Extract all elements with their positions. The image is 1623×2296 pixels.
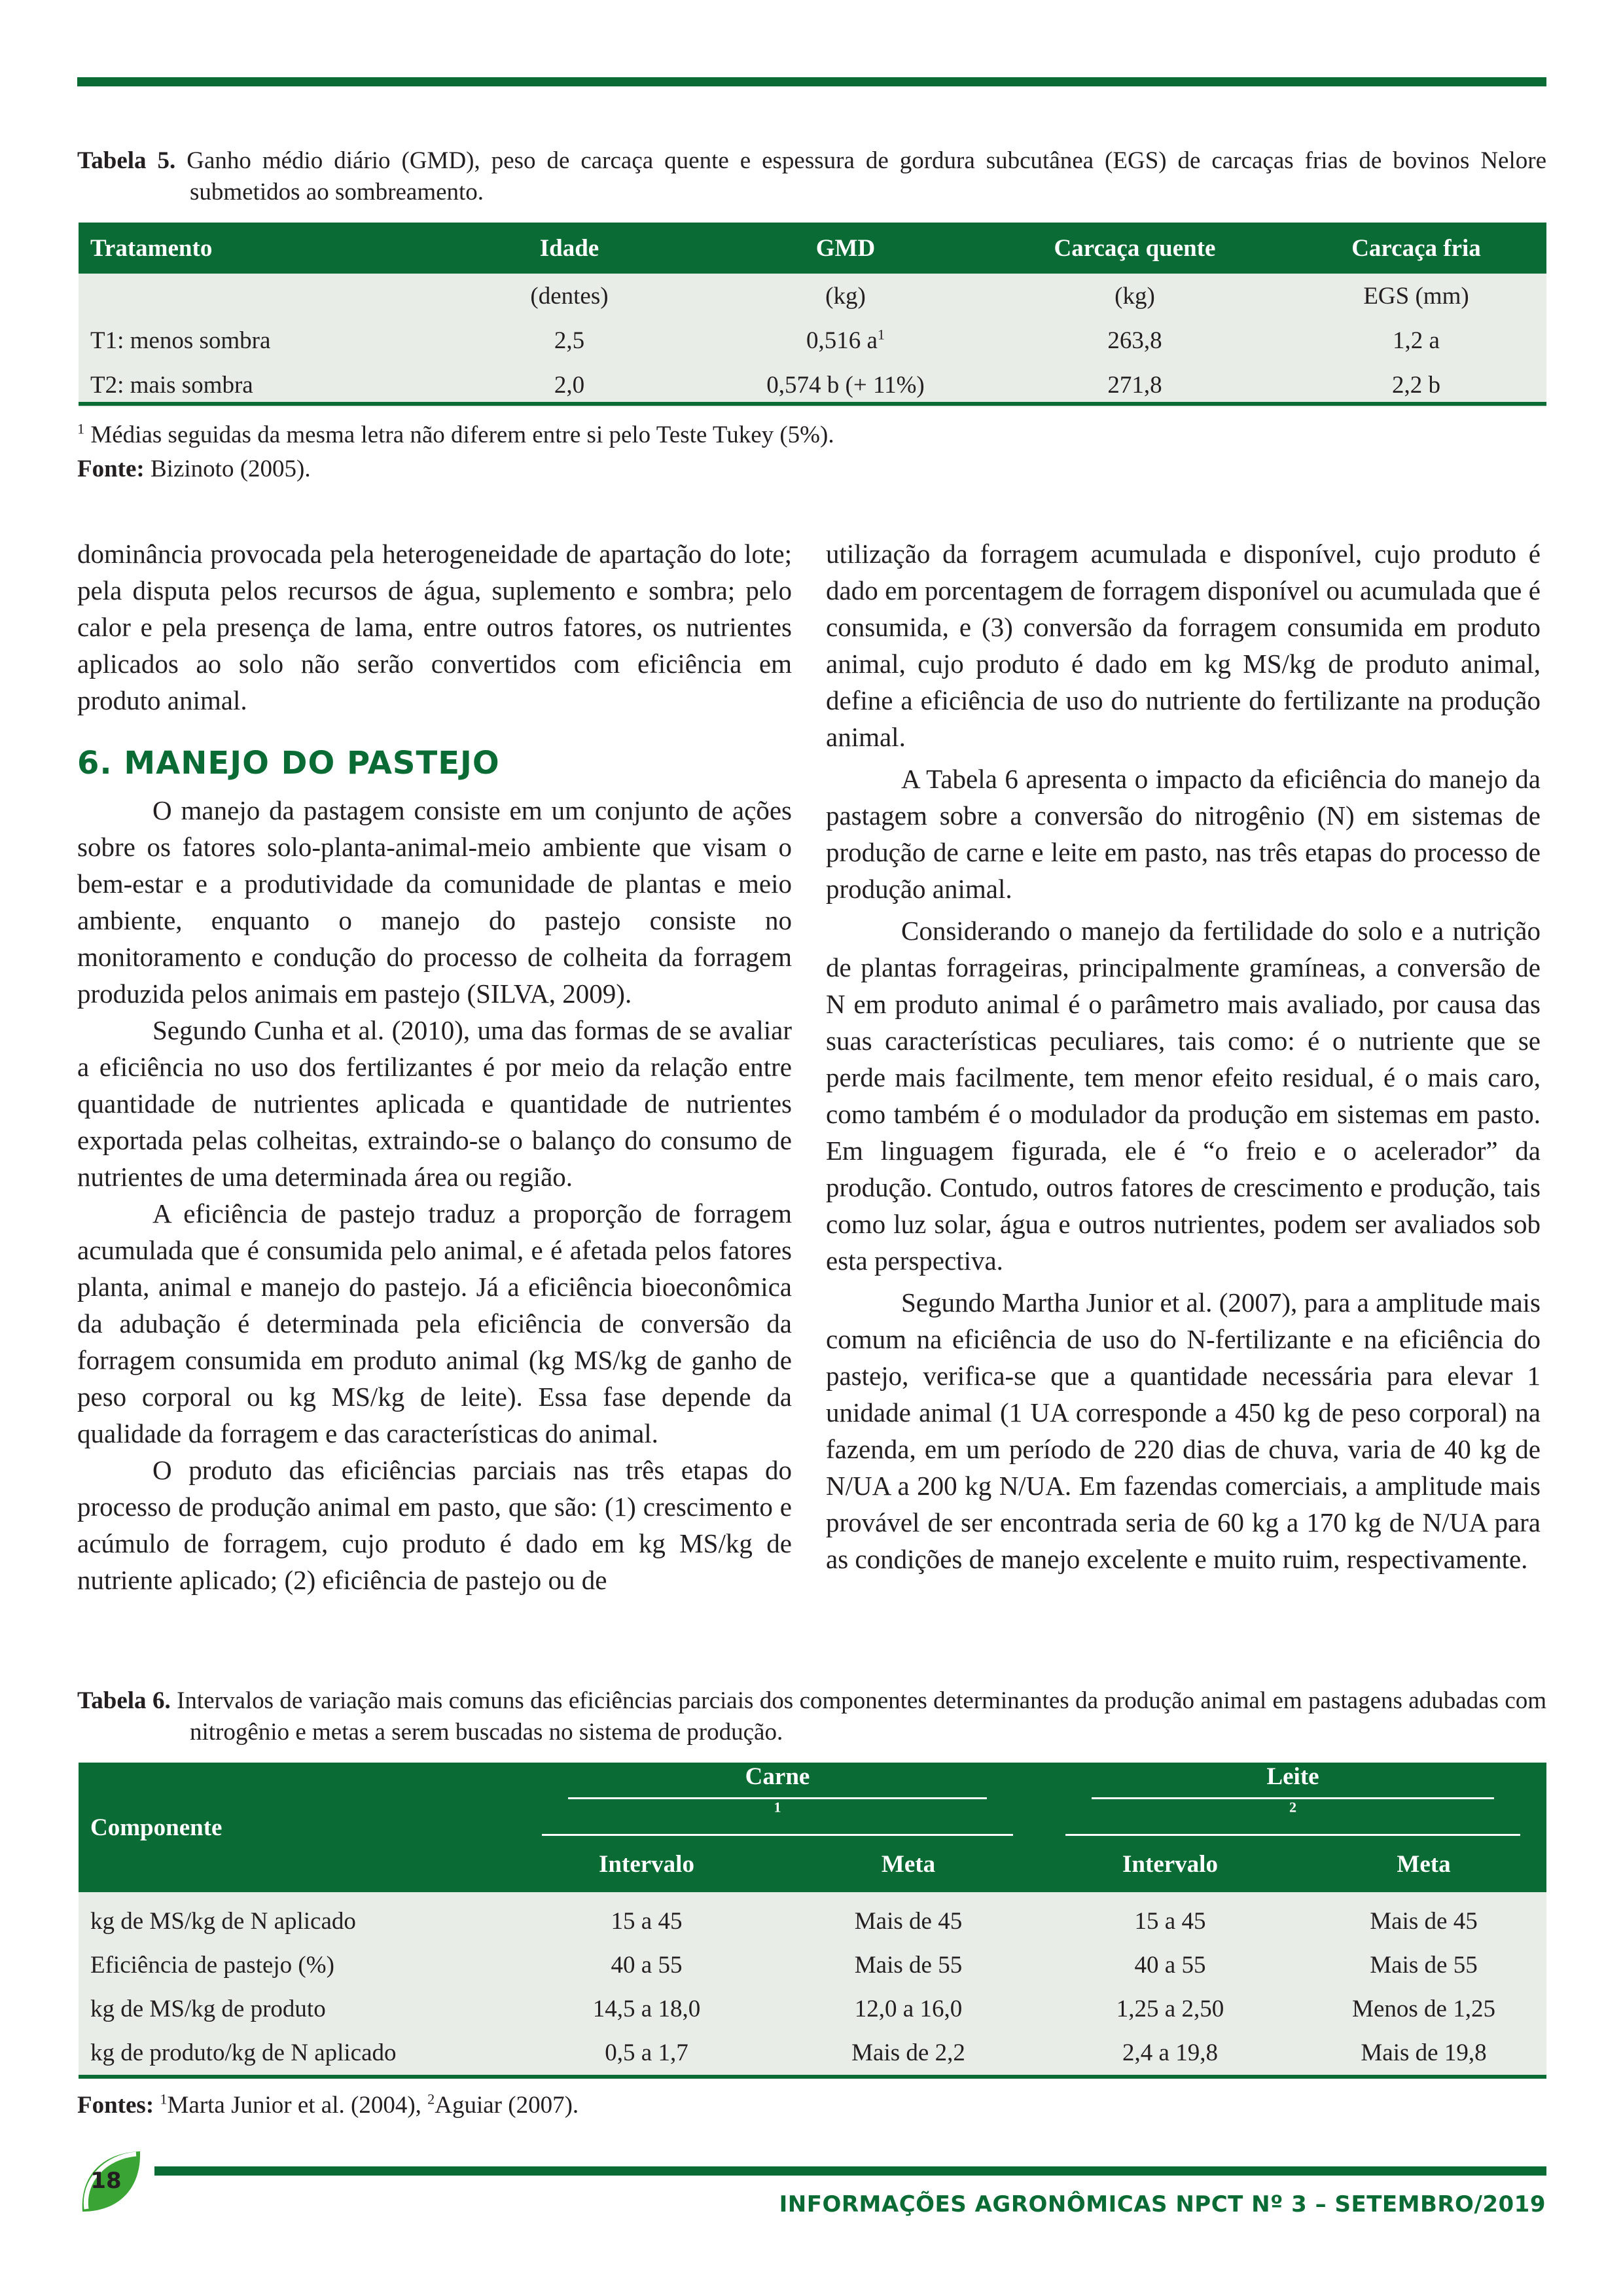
table5-cell-carcaca-fria: 2,2 b xyxy=(1286,363,1546,407)
table5-cell-idade: 2,5 xyxy=(431,318,707,363)
table6-cell-componente: kg de MS/kg de produto xyxy=(79,1987,516,2031)
table-row xyxy=(79,1987,1546,2031)
table5 xyxy=(79,223,1546,407)
table6-cell-carne-intervalo: 0,5 a 1,7 xyxy=(516,2031,777,2075)
table5-caption-text: Ganho médio diário (GMD), peso de carcaça quente e espessura de gordura subcutânea (EGS) de carcaças frias de bovinos Nelore submetidos ao sombreamento. xyxy=(187,147,1546,206)
table5-cell-gmd: 0,574 b (+ 11%) xyxy=(707,363,984,407)
table5-bottom-rule xyxy=(79,402,1546,406)
table5-unit-gmd: (kg) xyxy=(707,274,984,318)
table6-carne-text: Carne xyxy=(568,1763,987,1799)
table5-footnote-mark: 1 xyxy=(77,420,85,437)
left-column xyxy=(77,535,792,1598)
top-rule xyxy=(77,77,1546,86)
table6-cell-componente: kg de produto/kg de N aplicado xyxy=(79,2031,516,2075)
table6-cell-leite-intervalo: 2,4 a 19,8 xyxy=(1039,2031,1301,2075)
table5-cell-carcaca-fria: 1,2 a xyxy=(1286,318,1546,363)
table-row xyxy=(79,1943,1546,1987)
table5-unit-carcaca-fria: EGS (mm) xyxy=(1286,274,1546,318)
table5-header-tratamento: Tratamento xyxy=(79,223,431,274)
table6-cell-leite-meta: Mais de 55 xyxy=(1301,1943,1546,1987)
table6-header-leite xyxy=(1039,1763,1546,1836)
table6-cell-carne-meta: Mais de 55 xyxy=(777,1943,1039,1987)
table5-cell-gmd xyxy=(707,318,984,363)
section-heading: 6. MANEJO DO PASTEJO xyxy=(77,745,500,781)
journal-footer: INFORMAÇÕES AGRONÔMICAS NPCT Nº 3 – SETEMBRO/2019 xyxy=(779,2191,1546,2217)
paragraph: O produto das eficiências parciais nas três etapas do processo de produção animal em pasto, que são: (1) crescimento e acúmulo de forragem, cujo produto é dado em kg MS/kg de nutriente aplicado; (2) eficiência de pastejo ou de xyxy=(77,1455,792,1595)
table6-cell-leite-intervalo: 40 a 55 xyxy=(1039,1943,1301,1987)
table6-cell-carne-intervalo: 15 a 45 xyxy=(516,1892,777,1943)
table6-cell-carne-intervalo: 14,5 a 18,0 xyxy=(516,1987,777,2031)
table5-footnote-text: Médias seguidas da mesma letra não diferem entre si pelo Teste Tukey (5%). xyxy=(84,422,834,448)
paragraph: A eficiência de pastejo traduz a proporção de forragem acumulada que é consumida pelo animal, e é afetada pelos fatores planta, animal e manejo do pastejo. Já a eficiência bioeconômica da adubação é determinada pela eficiência de conversão da forragem consumida em produto animal (kg MS/kg de ganho de peso corporal ou kg MS/kg de leite). Essa fase depende da qualidade da forragem e das características do animal. xyxy=(77,1198,792,1448)
table5-header-idade: Idade xyxy=(431,223,707,274)
table5-cell-carcaca-quente: 263,8 xyxy=(984,318,1286,363)
table6-src2-text: Aguiar (2007). xyxy=(435,2092,579,2119)
table5-source xyxy=(77,453,311,486)
table5-footnote xyxy=(77,419,834,452)
table6-header-componente: Componente xyxy=(79,1763,516,1892)
table6-header-carne-label xyxy=(542,1763,1013,1836)
table5-source-label: Fonte: xyxy=(77,456,145,482)
table5-header-gmd: GMD xyxy=(707,223,984,274)
table6-src1-text: Marta Junior et al. (2004), xyxy=(167,2092,428,2119)
table6-header-leite-label xyxy=(1065,1763,1520,1836)
paragraph: Segundo Martha Junior et al. (2007), para a amplitude mais comum na eficiência de uso do N-fertilizante e na eficiência do pastejo, verifica-se que a quantidade necessária para elevar 1 unidade animal (1 UA corresponde a 450 kg de peso corporal) na fazenda, em um período de 220 dias de chuva, varia de 40 kg de N/UA a 200 kg N/UA. Em fazendas comerciais, a amplitude mais provável de ser encontrada seria de 60 kg a 170 kg de N/UA para as condições de manejo excelente e muito ruim, respectivamente. xyxy=(826,1287,1541,1574)
paragraph: A Tabela 6 apresenta o impacto da eficiência do manejo da pastagem sobre a conversão do nitrogênio (N) em sistemas de produção de carne e leite em pasto, nas três etapas do processo de produção animal. xyxy=(826,764,1541,904)
paragraph: Considerando o manejo da fertilidade do solo e a nutrição de plantas forrageiras, principalmente gramíneas, a conversão de N em produto animal é o parâmetro mais avaliado, por causa das suas características peculiares, tais como: é o nutriente que se perde mais facilmente, tem menor efeito residual, é o mais caro, como também é o modulador da produção em sistemas em pasto. Em linguagem figurada, ele é “o freio e o acelerador” da produção. Contudo, outros fatores de crescimento e produção, tais como luz solar, água e outros nutrientes, podem ser avaliados sob esta perspectiva. xyxy=(826,916,1541,1276)
table6 xyxy=(79,1763,1546,2075)
table5-header-row xyxy=(79,223,1546,274)
table6-cell-carne-meta: 12,0 a 16,0 xyxy=(777,1987,1039,2031)
table6-cell-leite-intervalo: 15 a 45 xyxy=(1039,1892,1301,1943)
table5-cell-tratamento: T1: menos sombra xyxy=(79,318,431,363)
table6-carne-sup: 1 xyxy=(774,1799,781,1816)
paragraph: utilização da forragem acumulada e disponível, cujo produto é dado em porcentagem de forragem disponível ou acumulada que é consumida, e (3) conversão da forragem consumida em produto animal, cujo produto é dado em kg MS/kg de produto animal, define a eficiência de uso do nutriente do fertilizante na produção animal. xyxy=(826,539,1541,752)
table6-cell-leite-intervalo: 1,25 a 2,50 xyxy=(1039,1987,1301,2031)
table5-gmd-value: 0,516 a xyxy=(806,327,878,354)
table5-cell-tratamento: T2: mais sombra xyxy=(79,363,431,407)
paragraph: dominância provocada pela heterogeneidade de apartação do lote; pela disputa pelos recursos de água, suplemento e sombra; pelo calor e pela presença de lama, entre outros fatores, os nutrientes aplicados ao solo não serão convertidos com eficiência em produto animal. xyxy=(77,539,792,715)
table-row xyxy=(79,318,1546,363)
table-row xyxy=(79,2031,1546,2075)
table5-source-text: Bizinoto (2005). xyxy=(144,456,311,482)
table6-sources xyxy=(77,2089,579,2122)
table6-sources-label: Fontes: xyxy=(77,2092,154,2119)
table5-header-carcaca-quente: Carcaça quente xyxy=(984,223,1286,274)
table6-header-leite-meta: Meta xyxy=(1301,1836,1546,1892)
table6-header-carne-meta: Meta xyxy=(777,1836,1039,1892)
table6-group-header-row xyxy=(79,1763,1546,1836)
table5-gmd-footnote-mark: 1 xyxy=(877,326,885,343)
table5-cell-carcaca-quente: 271,8 xyxy=(984,363,1286,407)
table6-caption-text: Intervalos de variação mais comuns das eficiências parciais dos componentes determinantes da produção animal em pastagens adubadas com nitrogênio e metas a serem buscadas no sistema de produção. xyxy=(177,1687,1547,1746)
table6-cell-carne-meta: Mais de 45 xyxy=(777,1892,1039,1943)
table6-label: Tabela 6. xyxy=(77,1687,171,1714)
table5-unit-tratamento xyxy=(79,274,431,318)
table6-header-leite-intervalo: Intervalo xyxy=(1039,1836,1301,1892)
page-number: 18 xyxy=(90,2168,122,2194)
right-column xyxy=(826,535,1541,1577)
table6-leite-sup: 2 xyxy=(1289,1799,1297,1816)
table6-src2-sup: 2 xyxy=(427,2090,435,2108)
table5-label: Tabela 5. xyxy=(77,147,176,174)
table6-cell-leite-meta: Menos de 1,25 xyxy=(1301,1987,1546,2031)
table6-cell-leite-meta: Mais de 45 xyxy=(1301,1892,1546,1943)
table5-header-carcaca-fria: Carcaça fria xyxy=(1286,223,1546,274)
table6-caption xyxy=(77,1685,1546,1748)
table6-header-carne xyxy=(516,1763,1039,1836)
table6-src1-sup: 1 xyxy=(160,2090,168,2108)
table6-cell-carne-meta: Mais de 2,2 xyxy=(777,2031,1039,2075)
table5-unit-idade: (dentes) xyxy=(431,274,707,318)
paragraph: Segundo Cunha et al. (2010), uma das formas de se avaliar a eficiência no uso dos fertilizantes é por meio da relação entre quantidade de nutrientes aplicada e quantidade de nutrientes exportada pelas colheitas, extraindo-se o balanço do consumo de nutrientes de uma determinada área ou região. xyxy=(77,1015,792,1192)
table-row xyxy=(79,363,1546,407)
table5-caption xyxy=(77,145,1546,208)
table6-header-carne-intervalo: Intervalo xyxy=(516,1836,777,1892)
table6-cell-leite-meta: Mais de 19,8 xyxy=(1301,2031,1546,2075)
table6-cell-componente: Eficiência de pastejo (%) xyxy=(79,1943,516,1987)
paragraph: O manejo da pastagem consiste em um conjunto de ações sobre os fatores solo-planta-animal-meio ambiente que visam o bem-estar e a produtividade da comunidade de plantas e meio ambiente, enquanto o manejo do pastejo consiste no monitoramento e condução do processo de colheita da forragem produzida pelos animais em pastejo (SILVA, 2009). xyxy=(77,795,792,1009)
table6-cell-componente: kg de MS/kg de N aplicado xyxy=(79,1892,516,1943)
table5-unit-carcaca-quente: (kg) xyxy=(984,274,1286,318)
table6-cell-carne-intervalo: 40 a 55 xyxy=(516,1943,777,1987)
table-row xyxy=(79,1892,1546,1943)
bottom-rule xyxy=(154,2166,1546,2176)
table6-bottom-rule xyxy=(79,2075,1546,2079)
table5-cell-idade: 2,0 xyxy=(431,363,707,407)
table6-leite-text: Leite xyxy=(1092,1763,1494,1799)
table5-units-row xyxy=(79,274,1546,318)
